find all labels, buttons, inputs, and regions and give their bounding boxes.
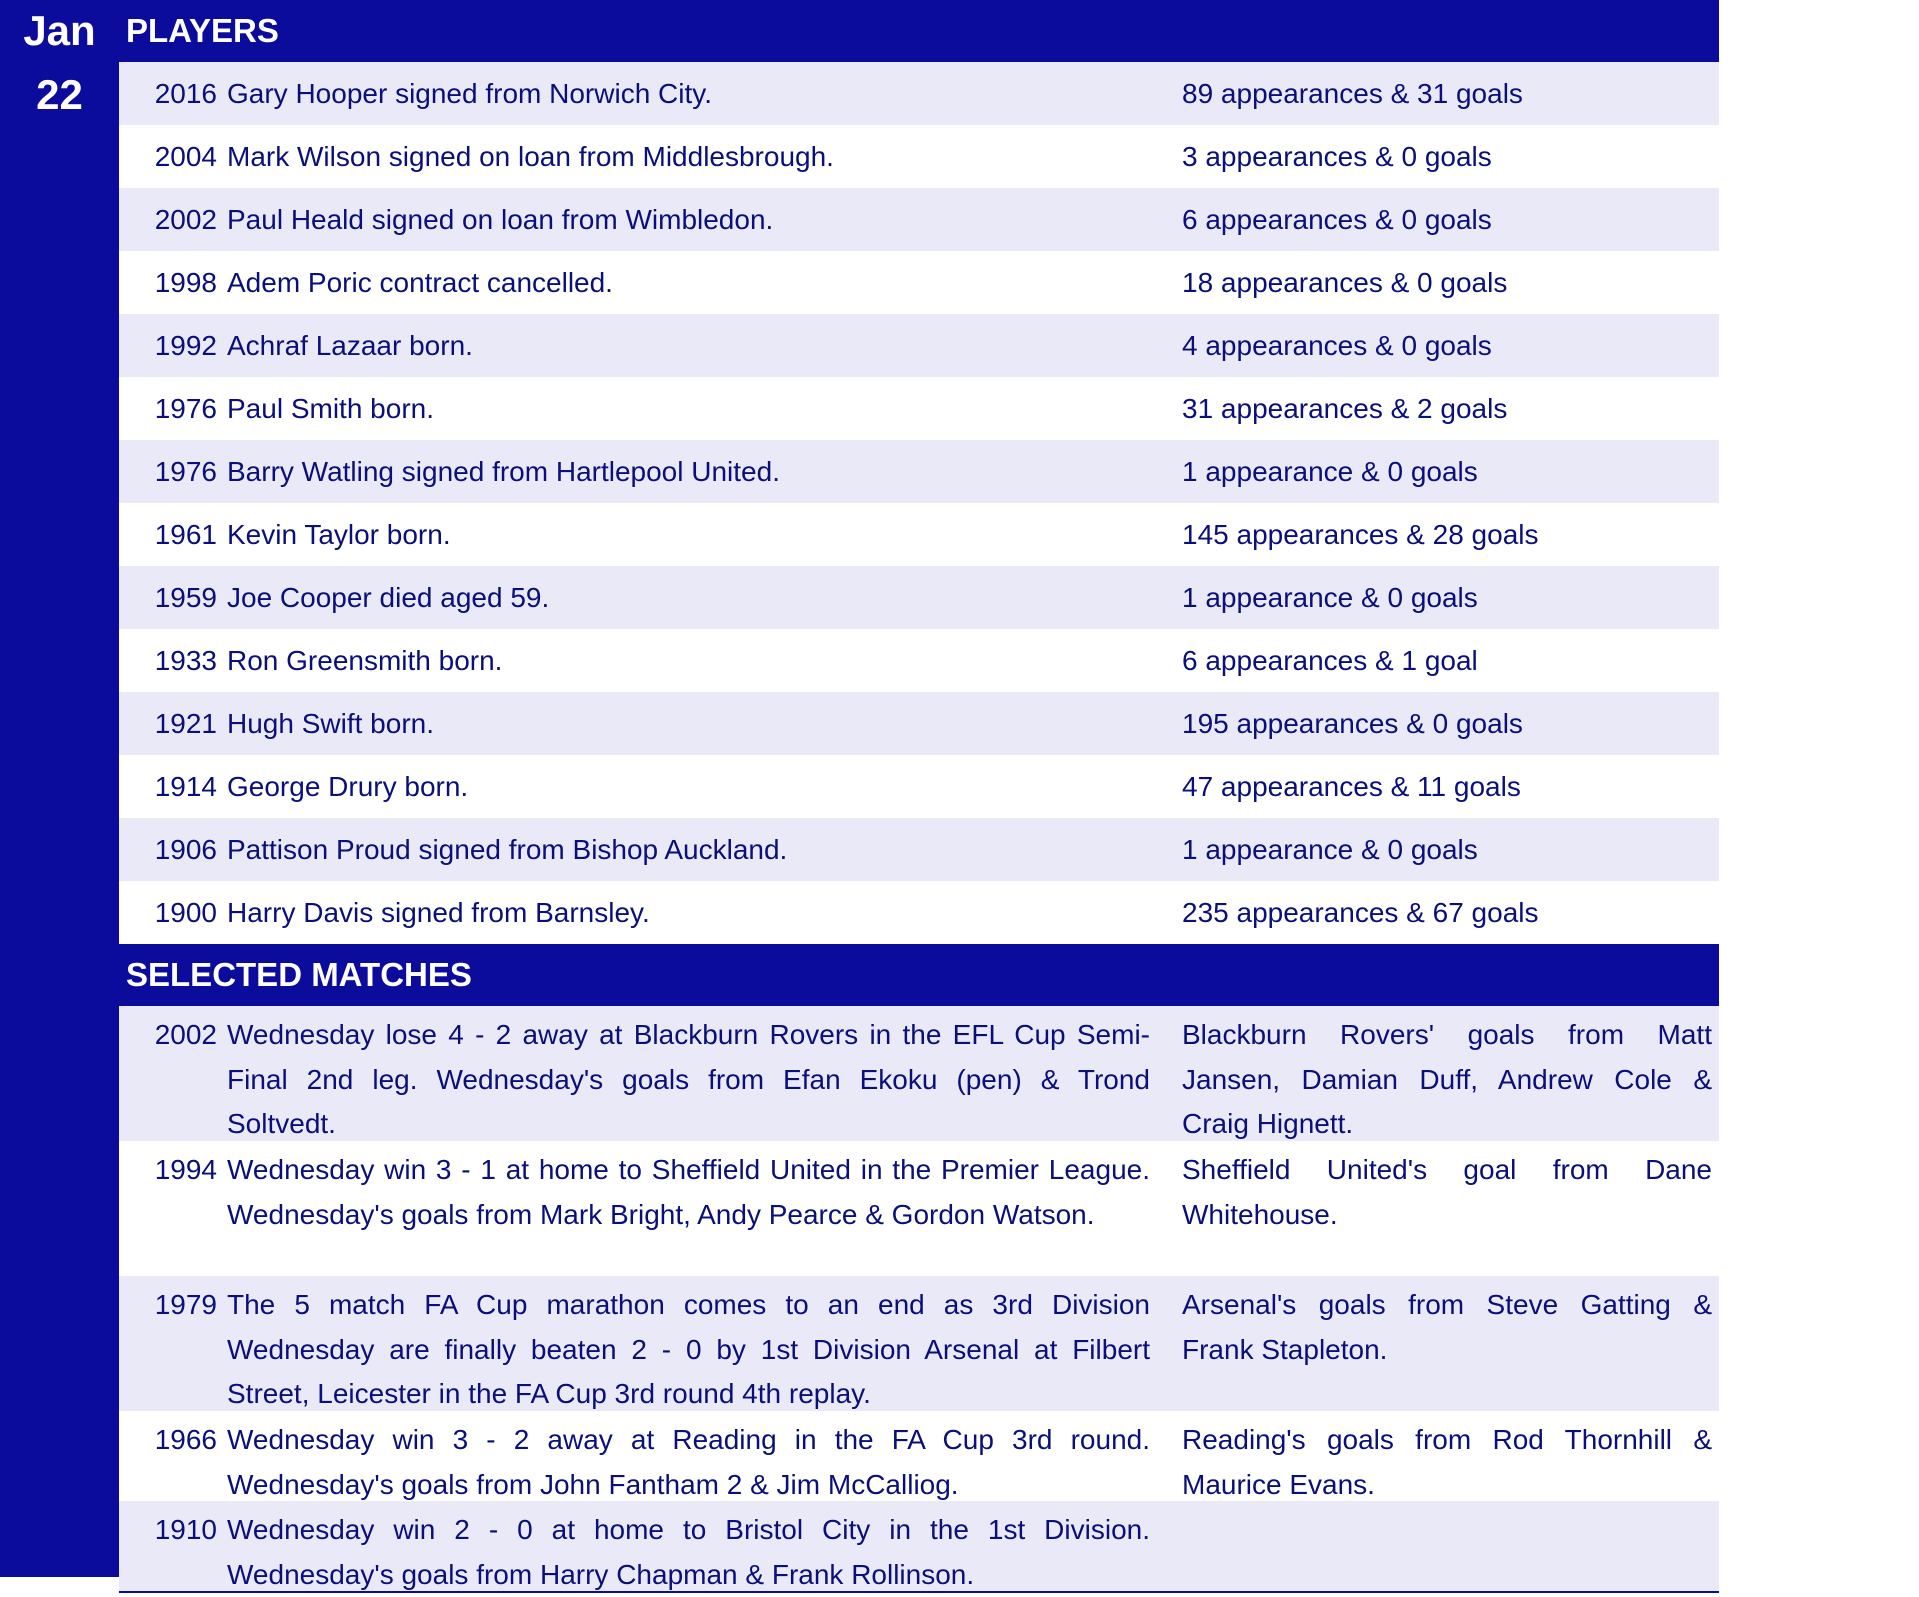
players-list — [119, 62, 1719, 944]
player-stats: 18 appearances & 0 goals — [1182, 266, 1508, 298]
match-year: 2002 — [154, 1019, 217, 1050]
player-stats: 3 appearances & 0 goals — [1182, 140, 1492, 172]
player-year: 2002 — [154, 203, 217, 235]
match-year: 1979 — [154, 1289, 217, 1320]
player-stats: 235 appearances & 67 goals — [1182, 896, 1539, 928]
player-stats: 195 appearances & 0 goals — [1182, 707, 1523, 739]
match-opponent-goals: Sheffield United's goal from Dane Whitehouse. — [1182, 1154, 1712, 1230]
matches-heading: SELECTED MATCHES — [119, 944, 1719, 1006]
player-stats: 1 appearance & 0 goals — [1182, 833, 1478, 865]
player-stats: 6 appearances & 0 goals — [1182, 203, 1492, 235]
player-event: Pattison Proud signed from Bishop Auckland. — [227, 833, 788, 865]
player-row — [119, 755, 1719, 818]
player-year: 1959 — [154, 581, 217, 613]
player-stats: 89 appearances & 31 goals — [1182, 77, 1523, 109]
match-event: The 5 match FA Cup marathon comes to an end as 3rd Division Wednesday are finally beaten 2 - 0 by 1st Division Arsenal at Filbert Street, Leicester in the FA Cup 3rd round 4th replay. — [227, 1289, 1150, 1409]
player-event: Kevin Taylor born. — [227, 518, 451, 550]
player-stats: 6 appearances & 1 goal — [1182, 644, 1478, 676]
match-opponent-goals: Reading's goals from Rod Thornhill & Maurice Evans. — [1182, 1424, 1712, 1500]
player-event: Paul Smith born. — [227, 392, 434, 424]
player-event: Paul Heald signed on loan from Wimbledon. — [227, 203, 774, 235]
date-month: Jan — [23, 7, 96, 54]
player-year: 1992 — [154, 329, 217, 361]
player-event: Harry Davis signed from Barnsley. — [227, 896, 650, 928]
match-year: 1994 — [154, 1154, 217, 1185]
player-row — [119, 881, 1719, 944]
player-event: Gary Hooper signed from Norwich City. — [227, 77, 712, 109]
player-year: 1998 — [154, 266, 217, 298]
match-year: 1910 — [154, 1514, 217, 1545]
player-stats: 1 appearance & 0 goals — [1182, 581, 1478, 613]
player-row — [119, 62, 1719, 125]
player-row — [119, 377, 1719, 440]
player-row — [119, 440, 1719, 503]
player-event: Hugh Swift born. — [227, 707, 434, 739]
player-row — [119, 503, 1719, 566]
player-year: 1961 — [154, 518, 217, 550]
player-year: 1976 — [154, 392, 217, 424]
players-heading: PLAYERS — [119, 0, 1719, 62]
match-row — [119, 1141, 1719, 1276]
player-row — [119, 125, 1719, 188]
player-year: 1900 — [154, 896, 217, 928]
match-event: Wednesday win 2 - 0 at home to Bristol City in the 1st Division. Wednesday's goals from Harry Chapman & Frank Rollinson. — [227, 1514, 1150, 1590]
player-row — [119, 692, 1719, 755]
match-event: Wednesday win 3 - 2 away at Reading in the FA Cup 3rd round. Wednesday's goals from John Fantham 2 & Jim McCalliog. — [227, 1424, 1150, 1500]
player-event: Mark Wilson signed on loan from Middlesbrough. — [227, 140, 834, 172]
player-row — [119, 629, 1719, 692]
player-year: 1921 — [154, 707, 217, 739]
player-event: Achraf Lazaar born. — [227, 329, 473, 361]
player-year: 2004 — [154, 140, 217, 172]
player-event: Barry Watling signed from Hartlepool United. — [227, 455, 780, 487]
player-year: 1933 — [154, 644, 217, 676]
player-stats: 4 appearances & 0 goals — [1182, 329, 1492, 361]
match-row — [119, 1411, 1719, 1501]
match-row — [119, 1501, 1719, 1591]
match-opponent-goals: Blackburn Rovers' goals from Matt Jansen, Damian Duff, Andrew Cole & Craig Hignett. — [1182, 1019, 1712, 1139]
match-row — [119, 1276, 1719, 1411]
player-year: 1914 — [154, 770, 217, 802]
match-opponent-goals: Arsenal's goals from Steve Gatting & Frank Stapleton. — [1182, 1289, 1712, 1365]
player-stats: 145 appearances & 28 goals — [1182, 518, 1539, 550]
player-year: 2016 — [154, 77, 217, 109]
match-event: Wednesday win 3 - 1 at home to Sheffield United in the Premier League. Wednesday's goals from Mark Bright, Andy Pearce & Gordon Watson. — [227, 1154, 1150, 1230]
player-row — [119, 818, 1719, 881]
player-row — [119, 566, 1719, 629]
player-row — [119, 251, 1719, 314]
content — [119, 0, 1719, 1593]
player-stats: 1 appearance & 0 goals — [1182, 455, 1478, 487]
player-event: Ron Greensmith born. — [227, 644, 503, 676]
match-event: Wednesday lose 4 - 2 away at Blackburn Rovers in the EFL Cup Semi-Final 2nd leg. Wednesday's goals from Efan Ekoku (pen) & Trond Soltvedt. — [227, 1019, 1150, 1139]
player-event: Joe Cooper died aged 59. — [227, 581, 550, 613]
date-day: 22 — [36, 71, 83, 118]
player-stats: 31 appearances & 2 goals — [1182, 392, 1508, 424]
player-event: Adem Poric contract cancelled. — [227, 266, 613, 298]
matches-list — [119, 1006, 1719, 1591]
player-row — [119, 314, 1719, 377]
player-event: George Drury born. — [227, 770, 469, 802]
player-year: 1906 — [154, 833, 217, 865]
match-year: 1966 — [154, 1424, 217, 1455]
date-column — [0, 0, 119, 1577]
player-stats: 47 appearances & 11 goals — [1182, 770, 1521, 802]
player-year: 1976 — [154, 455, 217, 487]
player-row — [119, 188, 1719, 251]
match-row — [119, 1006, 1719, 1141]
